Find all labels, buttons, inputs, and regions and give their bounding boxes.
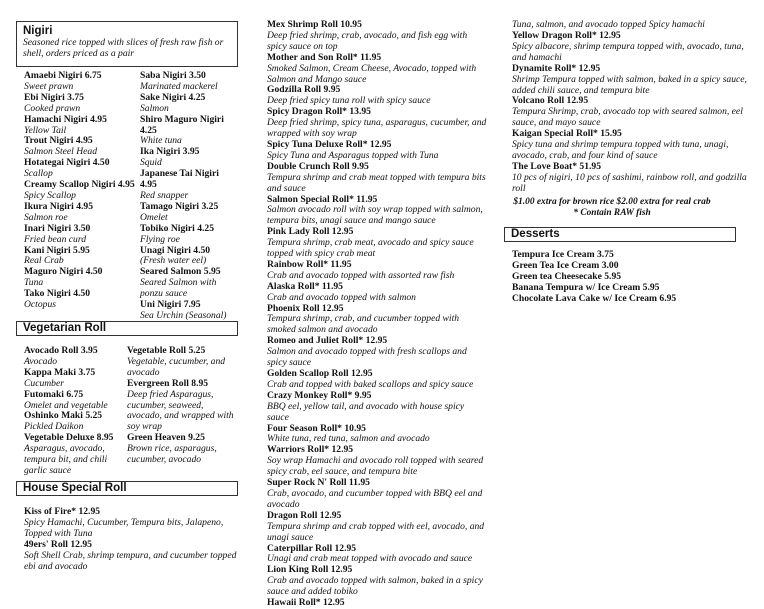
desserts-list <box>512 250 744 305</box>
item-description: Squid <box>140 157 162 169</box>
menu-item <box>24 433 124 477</box>
item-name: Kaigan Special Roll* 15.95 <box>512 128 622 140</box>
item-name: Trout Nigiri 4.95 <box>24 135 93 147</box>
item-description: Spicy Tuna and Asparagus topped with Tuna <box>267 149 439 161</box>
nigiri-left-list <box>24 71 136 311</box>
menu-item <box>267 304 487 337</box>
item-description: Salmon <box>140 102 169 114</box>
item-description: Omelet <box>140 211 168 223</box>
menu-item <box>267 85 487 107</box>
item-description: Sea Urchin (Seasonal) <box>140 309 227 321</box>
item-description: Octopus <box>24 299 56 311</box>
menu-item <box>127 433 238 466</box>
item-name: 49ers' Roll 12.95 <box>24 538 92 550</box>
item-name: Kiss of Fire* 12.95 <box>24 506 101 517</box>
menu-item <box>267 195 487 228</box>
house-special-title: House Special Roll <box>23 482 127 494</box>
menu-item <box>140 246 238 268</box>
item-name: Caterpillar Roll 12.95 <box>267 542 357 554</box>
menu-item <box>24 224 136 246</box>
menu-item <box>267 544 487 566</box>
menu-item <box>267 162 487 195</box>
item-name: Tobiko Nigiri 4.25 <box>140 222 215 234</box>
right-roll-list <box>512 31 752 195</box>
item-description: Tempura shrimp and crab topped with eel, avocado, and unagi sauce <box>267 520 485 543</box>
item-description: Soy wrap Hamachi and avocado roll topped with seared spicy crab, eel sauce, and tempura bite <box>267 455 484 478</box>
item-name: Romeo and Juliet Roll* 12.95 <box>267 335 388 347</box>
nigiri-right-list <box>140 71 238 322</box>
menu-item <box>267 424 487 446</box>
item-description: Spicy Scallop <box>24 189 76 201</box>
item-name: Kappa Maki 3.75 <box>24 366 96 378</box>
desserts-header <box>504 227 736 242</box>
item-name: Evergreen Roll 8.95 <box>127 377 209 389</box>
item-description: Salmon roe <box>24 211 68 223</box>
house-special-list <box>24 507 238 572</box>
item-name: Salmon Special Roll* 11.95 <box>267 193 378 205</box>
item-name: Golden Scallop Roll 12.95 <box>267 368 373 379</box>
item-description: Red snapper <box>140 189 189 201</box>
menu-item <box>24 368 124 390</box>
menu-item <box>512 64 752 97</box>
menu-item <box>24 507 238 540</box>
item-description: Soft Shell Crab, shrimp tempura, and cucumber topped ebi and avocado <box>24 549 237 572</box>
item-description: Real Crab <box>24 255 64 267</box>
menu-item <box>24 158 136 180</box>
menu-item <box>267 140 487 162</box>
nigiri-header <box>16 21 238 67</box>
item-description: Spicy Hamachi, Cucumber, Tempura bits, Jalapeno, Topped with Tuna <box>24 516 224 539</box>
item-description: Brown rice, asparagus, cucumber, avocado <box>127 443 217 466</box>
menu-item <box>267 445 487 478</box>
menu-item <box>140 224 238 246</box>
item-name: Maguro Nigiri 4.50 <box>24 266 103 278</box>
item-name: Seared Salmon 5.95 <box>140 266 221 278</box>
item-name: Dragon Roll 12.95 <box>267 509 342 521</box>
item-description: Crab, avocado, and cucumber topped with BBQ eel and avocado <box>267 487 483 510</box>
menu-item <box>24 115 136 137</box>
item-name: Warriors Roll* 12.95 <box>267 444 354 456</box>
menu-item <box>24 540 238 573</box>
menu-item <box>24 346 124 368</box>
menu-item <box>267 598 487 609</box>
item-name: Ebi Nigiri 3.75 <box>24 91 84 103</box>
item-name: Tako Nigiri 4.50 <box>24 288 91 300</box>
menu-item <box>267 107 487 140</box>
menu-item <box>24 71 136 93</box>
item-description: Deep fried spicy tuna roll with spicy sauce <box>267 95 431 107</box>
item-description: Spicy tuna and shrimp tempura topped with tuna, unagi, avocado, crab, and four kind of sauce <box>512 139 729 161</box>
item-name: Avocado Roll 3.95 <box>24 345 98 356</box>
menu-item <box>267 565 487 598</box>
item-name: Super Rock N' Roll 11.95 <box>267 477 370 489</box>
item-name: Spicy Dragon Roll* 13.95 <box>267 106 371 118</box>
item-description: Seared Salmon with ponzu sauce <box>140 277 217 300</box>
menu-item <box>24 267 136 289</box>
menu-item <box>24 411 124 433</box>
menu-item <box>267 20 487 53</box>
menu-item <box>127 346 238 379</box>
item-description: Unagi and crab meat topped with avocado and sauce <box>267 553 473 565</box>
menu-item <box>24 289 136 311</box>
item-name: Dynamite Roll* 12.95 <box>512 62 601 74</box>
item-name: Yellow Dragon Roll* 12.95 <box>512 30 621 41</box>
item-description: Shrimp Tempura topped with salmon, baked in a spicy sauce, added chili sauce, and tempura bite <box>512 73 747 96</box>
menu-item <box>140 202 238 224</box>
item-description: 10 pcs of nigiri, 10 pcs of sashimi, rainbow roll, and godzilla roll <box>512 171 747 194</box>
menu-item <box>140 300 238 322</box>
item-description: White tuna <box>140 135 182 147</box>
item-name: Hamachi Nigiri 4.95 <box>24 113 107 125</box>
item-name: Double Crunch Roll 9.95 <box>267 160 369 172</box>
item-description: Pickled Daikon <box>24 421 84 433</box>
item-name: Ika Nigiri 3.95 <box>140 146 200 158</box>
item-name: Creamy Scallop Nigiri 4.95 <box>24 179 135 191</box>
menu-item <box>24 180 136 202</box>
item-description: Deep fried Asparagus, cucumber, seaweed, avocado, and wrapped with soy wrap <box>127 388 234 433</box>
nigiri-description: Seasoned rice topped with slices of fresh raw fish or shell, orders priced as a pair <box>23 37 224 59</box>
item-description: Spicy albacore, shrimp tempura topped with, avocado, tuna, and hamachi <box>512 40 744 63</box>
menu-item <box>267 511 487 544</box>
item-description: Deep fried shrimp, spicy tuna, asparagus, cucumber, and wrapped with soy wrap <box>267 117 487 140</box>
item-name: Saba Nigiri 3.50 <box>140 70 206 81</box>
item-description: Yellow Tail <box>24 124 67 136</box>
menu-item <box>267 336 487 369</box>
item-name: Shiro Maguro Nigiri 4.25 <box>140 113 224 136</box>
menu-item <box>140 169 238 202</box>
vegetarian-header <box>16 321 238 336</box>
item-description: Tuna <box>24 277 44 289</box>
item-description: (Fresh water eel) <box>140 255 207 267</box>
item-name: Pink Lady Roll 12.95 <box>267 226 354 238</box>
item-name: Phoenix Roll 12.95 <box>267 302 344 314</box>
menu-item <box>512 96 752 129</box>
note-raw-fish: * Contain RAW fish <box>573 208 651 218</box>
item-name: Alaska Roll* 11.95 <box>267 280 343 292</box>
item-description: Salmon and avocado topped with fresh scallops and spicy sauce <box>267 346 467 369</box>
item-name: Four Season Roll* 10.95 <box>267 422 366 434</box>
note-extras: $1.00 extra for brown rice $2.00 extra for real crab <box>513 197 711 207</box>
item-name: Godzilla Roll 9.95 <box>267 84 341 96</box>
menu-item <box>267 53 487 86</box>
item-name: Mex Shrimp Roll 10.95 <box>267 19 362 30</box>
menu-item <box>267 369 487 391</box>
item-name: Spicy Tuna Deluxe Roll* 12.95 <box>267 138 392 150</box>
nigiri-title: Nigiri <box>23 25 53 37</box>
item-name: Crazy Monkey Roll* 9.95 <box>267 389 372 401</box>
item-description: Flying roe <box>140 233 180 245</box>
item-name: Vegetable Deluxe 8.95 <box>24 432 114 444</box>
menu-item <box>127 379 238 434</box>
menu-item <box>140 71 238 93</box>
item-description: Cucumber <box>24 377 64 389</box>
item-description: Scallop <box>24 168 53 180</box>
item-description: Deep fried shrimp, crab, avocado, and fish egg with spicy sauce on top <box>267 29 468 52</box>
item-description: Salmon avocado roll with soy wrap topped with salmon, tempura bits, unagi sauce and mango sauce <box>267 204 483 227</box>
item-name: Hotategai Nigiri 4.50 <box>24 157 110 169</box>
vegetarian-left-list <box>24 346 124 477</box>
item-description: Smoked Salmon, Cream Cheese, Avocado, topped with Salmon and Mango sauce <box>267 62 477 85</box>
item-name: Mother and Son Roll* 11.95 <box>267 51 382 63</box>
item-name: Ikura Nigiri 4.95 <box>24 200 94 212</box>
item-name: Amaebi Nigiri 6.75 <box>24 70 102 81</box>
menu-item <box>24 93 136 115</box>
menu-item <box>140 147 238 169</box>
right-intro: Tuna, salmon, and avocado topped Spicy hamachi <box>512 19 705 30</box>
item-name: Hawaii Roll* 12.95 <box>267 597 345 609</box>
item-name: Unagi Nigiri 4.50 <box>140 244 211 256</box>
menu-item <box>267 260 487 282</box>
menu-item <box>267 282 487 304</box>
item-description: Marinated mackerel <box>140 80 218 92</box>
menu-item <box>24 390 124 412</box>
menu-item <box>140 115 238 148</box>
item-name: Rainbow Roll* 11.95 <box>267 258 352 270</box>
item-name: Uni Nigiri 7.95 <box>140 299 201 311</box>
item-name: The Love Boat* 51.95 <box>512 160 602 172</box>
menu-item <box>140 93 238 115</box>
item-description: Vegetable, cucumber, and avocado <box>127 355 226 378</box>
item-description: Cooked prawn <box>24 102 81 114</box>
item-description: Tempura shrimp and crab meat topped with tempura bits and sauce <box>267 171 486 194</box>
item-name: Sake Nigiri 4.25 <box>140 91 206 103</box>
menu-item <box>24 246 136 268</box>
item-description: Omelet and vegetable <box>24 399 108 411</box>
item-description: Tempura Shrimp, crab, avocado top with seared salmon, eel sauce, and mayo sauce <box>512 106 743 129</box>
menu-item <box>512 162 752 195</box>
item-description: Salmon Steel Head <box>24 146 98 158</box>
dessert-item: Banana Tempura w/ Ice Cream 5.95 <box>512 281 660 293</box>
item-description: Crab and avocado topped with salmon, baked in a spicy sauce and added tobiko <box>267 575 483 598</box>
menu-item <box>24 136 136 158</box>
item-description: White tuna, red tuna, salmon and avocado <box>267 433 430 445</box>
item-name: Green Heaven 9.25 <box>127 432 205 444</box>
menu-item <box>267 478 487 511</box>
menu-item <box>267 391 487 424</box>
dessert-item: Green Tea Ice Cream 3.00 <box>512 259 619 271</box>
item-name: Inari Nigiri 3.50 <box>24 222 91 234</box>
item-description: Avocado <box>24 355 58 367</box>
dessert-item: Tempura Ice Cream 3.75 <box>512 249 614 260</box>
menu-item <box>512 129 752 162</box>
desserts-title: Desserts <box>511 228 560 240</box>
vegetarian-right-list <box>127 346 238 466</box>
menu-item <box>140 267 238 300</box>
item-description: Crab and avocado topped with salmon <box>267 291 416 303</box>
item-name: Volcano Roll 12.95 <box>512 95 589 107</box>
item-name: Japanese Tai Nigiri 4.95 <box>140 168 219 191</box>
menu-item <box>24 202 136 224</box>
item-name: Kani Nigiri 5.95 <box>24 244 90 256</box>
item-description: Sweet prawn <box>24 80 74 92</box>
item-description: BBQ eel, yellow tail, and avocado with house spicy sauce <box>267 400 465 423</box>
vegetarian-title: Vegetarian Roll <box>23 322 107 334</box>
house-special-header <box>16 481 238 496</box>
item-description: Asparagus, avocado, tempura bit, and chili garlic sauce <box>24 443 108 476</box>
menu-item <box>512 31 752 64</box>
item-name: Lion King Roll 12.95 <box>267 564 353 576</box>
item-name: Futomaki 6.75 <box>24 388 84 400</box>
item-name: Vegetable Roll 5.25 <box>127 345 206 356</box>
item-description: Crab and avocado topped with assorted raw fish <box>267 269 455 281</box>
item-description: Crab and topped with baked scallops and spicy sauce <box>267 378 474 390</box>
menu-item <box>267 227 487 260</box>
item-name: Oshinko Maki 5.25 <box>24 410 103 422</box>
item-description: Tempura shrimp, crab meat, avocado and spicy sauce topped with spicy crab meat <box>267 237 474 260</box>
dessert-item: Chocolate Lava Cake w/ Ice Cream 6.95 <box>512 292 677 304</box>
item-description: Tempura shrimp, crab, and cucumber topped with smoked salmon and avocado <box>267 313 460 336</box>
item-description: Fried bean curd <box>24 233 86 245</box>
middle-column <box>267 20 487 609</box>
dessert-item: Green tea Cheesecake 5.95 <box>512 270 622 282</box>
item-name: Tamago Nigiri 3.25 <box>140 200 219 212</box>
